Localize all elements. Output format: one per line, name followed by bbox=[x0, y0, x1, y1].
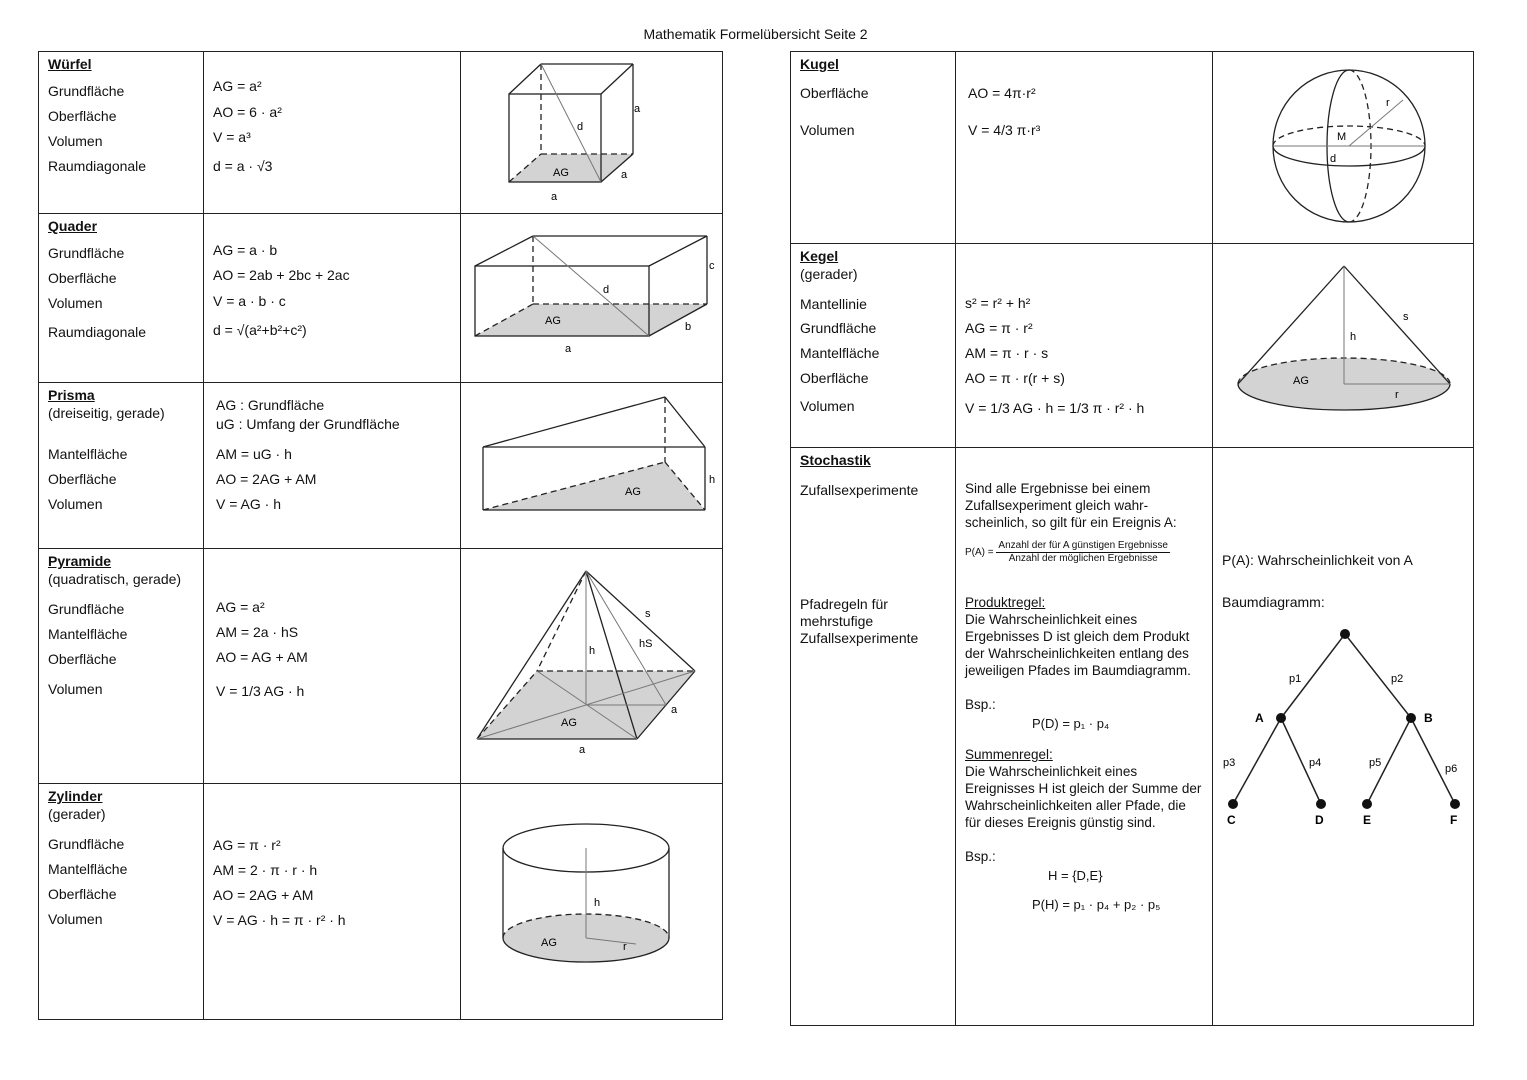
tree-edge-p5: p5 bbox=[1369, 757, 1382, 769]
kegel-formula: AO = π · r(r + s) bbox=[965, 370, 1065, 386]
tree-node-e bbox=[1362, 799, 1372, 809]
cube-label-a: a bbox=[621, 169, 628, 181]
tree-edge-p4: p4 bbox=[1309, 757, 1322, 769]
prisma-label: Mantelfläche bbox=[48, 446, 128, 462]
zylinder-label: Volumen bbox=[48, 911, 103, 927]
pyramid-label-a: a bbox=[671, 704, 678, 716]
pyramide-label: Grundfläche bbox=[48, 601, 125, 617]
quader-formula: AG = a · b bbox=[213, 242, 278, 258]
tree-node-f bbox=[1450, 799, 1460, 809]
tree-edge-p2: p2 bbox=[1391, 673, 1404, 685]
zylinder-title: Zylinder bbox=[48, 788, 103, 804]
cone-label-h: h bbox=[1350, 331, 1357, 343]
cube-label-a: a bbox=[551, 191, 558, 203]
prisma-formula: V = AG · h bbox=[216, 496, 281, 512]
prisma-row bbox=[39, 383, 723, 549]
pyramide-formula: AM = 2a · hS bbox=[216, 624, 299, 640]
cuboid-figure bbox=[461, 214, 721, 382]
cone-label-r: r bbox=[1395, 389, 1399, 401]
kugel-label: Oberfläche bbox=[800, 85, 869, 101]
kugel-row bbox=[791, 52, 1474, 244]
kugel-formula: V = 4/3 π·r³ bbox=[968, 122, 1041, 138]
tree-node-c bbox=[1228, 799, 1238, 809]
prisma-label: Volumen bbox=[48, 496, 103, 512]
cone-label-s: s bbox=[1403, 311, 1409, 323]
prisma-subtitle: (dreiseitig, gerade) bbox=[48, 405, 165, 421]
tree-edge-p6: p6 bbox=[1445, 763, 1458, 775]
cuboid-label-d: d bbox=[603, 284, 610, 296]
pyramide-formula: AG = a² bbox=[216, 599, 265, 615]
prism-label-ag: AG bbox=[625, 486, 641, 498]
cuboid-label-b: b bbox=[685, 321, 692, 333]
zylinder-label: Grundfläche bbox=[48, 836, 125, 852]
pyramid-label-h: h bbox=[589, 645, 596, 657]
zylinder-label: Oberfläche bbox=[48, 886, 117, 902]
cylinder-label-r: r bbox=[623, 941, 627, 953]
quader-formula: d = √(a²+b²+c²) bbox=[213, 322, 307, 338]
kegel-label: Grundfläche bbox=[800, 320, 877, 336]
sphere-figure bbox=[1213, 52, 1473, 242]
tree-label-d: D bbox=[1315, 813, 1324, 827]
quader-label: Volumen bbox=[48, 295, 103, 311]
quader-label: Oberfläche bbox=[48, 270, 117, 286]
cylinder-label-ag: AG bbox=[541, 937, 557, 949]
pyramid-label-s: s bbox=[645, 608, 651, 620]
wuerfel-formula: AG = a² bbox=[213, 78, 262, 94]
prisma-title: Prisma bbox=[48, 387, 95, 403]
tree-label-c: C bbox=[1227, 813, 1236, 827]
quader-title: Quader bbox=[48, 218, 98, 234]
pyramide-label: Oberfläche bbox=[48, 651, 117, 667]
zylinder-label: Mantelfläche bbox=[48, 861, 128, 877]
quader-row bbox=[39, 214, 723, 383]
wuerfel-formula: AO = 6 · a² bbox=[213, 104, 282, 120]
pyramide-subtitle: (quadratisch, gerade) bbox=[48, 571, 182, 587]
kegel-row bbox=[791, 244, 1474, 448]
summenregel-title: Summenregel: bbox=[965, 747, 1053, 762]
pyramid-label-ag: AG bbox=[561, 717, 577, 729]
quader-label: Raumdiagonale bbox=[48, 324, 147, 340]
sphere-label-m: M bbox=[1337, 131, 1347, 143]
left-formula-table bbox=[38, 51, 723, 1020]
kugel-title: Kugel bbox=[800, 56, 839, 72]
produktregel-title: Produktregel: bbox=[965, 595, 1046, 610]
pa-description: P(A): Wahrscheinlichkeit von A bbox=[1222, 552, 1413, 568]
prism-label-h: h bbox=[709, 474, 716, 486]
pyramid-figure bbox=[461, 549, 721, 783]
zylinder-formula: AG = π · r² bbox=[213, 837, 281, 853]
zylinder-subtitle: (gerader) bbox=[48, 806, 106, 822]
tree-node-b bbox=[1406, 713, 1416, 723]
pyramide-label: Mantelfläche bbox=[48, 626, 128, 642]
produktregel-text: Die Wahrscheinlichkeit eines Ergebnisses D ist gleich dem Produkt der Wahrscheinlichkeiten entlang des jeweiligen Pfades im Baumdiagramm. bbox=[965, 612, 1191, 678]
stochastik-title: Stochastik bbox=[800, 452, 871, 468]
kegel-title: Kegel bbox=[800, 248, 839, 264]
kegel-formula: s² = r² + h² bbox=[965, 295, 1031, 311]
cube-label-ag: AG bbox=[553, 167, 569, 179]
wuerfel-label: Raumdiagonale bbox=[48, 158, 147, 174]
cylinder-figure bbox=[461, 784, 721, 1018]
prisma-def: AG : Grundfläche bbox=[216, 397, 325, 413]
tree-label-f: F bbox=[1450, 813, 1458, 827]
cuboid-label-a: a bbox=[565, 343, 572, 355]
pyramide-label: Volumen bbox=[48, 681, 103, 697]
pyramide-title: Pyramide bbox=[48, 553, 112, 569]
baumdiagramm-label: Baumdiagramm: bbox=[1222, 594, 1325, 610]
right-formula-table bbox=[790, 51, 1474, 1026]
laplace-formula bbox=[965, 540, 1170, 565]
pyramide-formula: AO = AG + AM bbox=[216, 649, 308, 665]
cuboid-label-ag: AG bbox=[545, 315, 561, 327]
wuerfel-label: Grundfläche bbox=[48, 83, 125, 99]
zylinder-formula: AO = 2AG + AM bbox=[213, 887, 314, 903]
laplace-denominator: Anzahl der möglichen Ergebnisse bbox=[1008, 553, 1158, 564]
cube-figure bbox=[461, 52, 721, 212]
cylinder-label-h: h bbox=[594, 897, 601, 909]
quader-label: Grundfläche bbox=[48, 245, 125, 261]
prisma-formula: AM = uG · h bbox=[216, 446, 292, 462]
stochastik-row bbox=[791, 448, 1474, 1026]
cuboid-label-c: c bbox=[709, 260, 715, 272]
cone-figure bbox=[1213, 244, 1473, 446]
wuerfel-title: Würfel bbox=[48, 56, 92, 72]
page-title: Mathematik Formelübersicht Seite 2 bbox=[643, 26, 868, 42]
prisma-label: Oberfläche bbox=[48, 471, 117, 487]
pfad-label: Pfadregeln für mehrstufige Zufallsexperimente bbox=[800, 596, 919, 646]
kegel-formula: AG = π · r² bbox=[965, 320, 1033, 336]
tree-node-d bbox=[1316, 799, 1326, 809]
kegel-formula: AM = π · r · s bbox=[965, 345, 1049, 361]
kegel-label: Volumen bbox=[800, 398, 855, 414]
pyramide-row bbox=[39, 549, 723, 784]
wuerfel-row bbox=[39, 52, 723, 214]
kegel-subtitle: (gerader) bbox=[800, 266, 858, 282]
quader-formula: V = a · b · c bbox=[213, 293, 286, 309]
prisma-def: uG : Umfang der Grundfläche bbox=[216, 416, 400, 432]
laplace-numerator: Anzahl der für A günstigen Ergebnisse bbox=[998, 540, 1168, 551]
quader-formula: AO = 2ab + 2bc + 2ac bbox=[213, 267, 350, 283]
kegel-label: Oberfläche bbox=[800, 370, 869, 386]
zylinder-row bbox=[39, 784, 723, 1020]
sphere-label-r: r bbox=[1386, 97, 1390, 109]
tree-edge-p3: p3 bbox=[1223, 757, 1236, 769]
sphere-label-d: d bbox=[1330, 153, 1337, 165]
pyramide-formula: V = 1/3 AG · h bbox=[216, 683, 305, 699]
zylinder-formula: AM = 2 · π · r · h bbox=[213, 862, 318, 878]
wuerfel-label: Oberfläche bbox=[48, 108, 117, 124]
bsp-label: Bsp.: bbox=[965, 697, 996, 712]
summenregel-formula: P(H) = p₁ · p₄ + p₂ · p₅ bbox=[1032, 897, 1161, 912]
summenregel-set: H = {D,E} bbox=[1048, 868, 1103, 883]
prisma-formula: AO = 2AG + AM bbox=[216, 471, 317, 487]
wuerfel-label: Volumen bbox=[48, 133, 103, 149]
cube-label-d: d bbox=[577, 121, 584, 133]
laplace-lhs: P(A) = bbox=[965, 547, 994, 559]
wuerfel-formula: V = a³ bbox=[213, 129, 251, 145]
tree-node-a bbox=[1276, 713, 1286, 723]
produktregel-formula: P(D) = p₁ · p₄ bbox=[1032, 716, 1110, 731]
kugel-formula: AO = 4π·r² bbox=[968, 85, 1036, 101]
kugel-label: Volumen bbox=[800, 122, 855, 138]
pyramid-label-hs: hS bbox=[639, 638, 653, 650]
tree-diagram bbox=[1213, 448, 1473, 848]
cube-label-a: a bbox=[634, 103, 641, 115]
summenregel-text: Die Wahrscheinlichkeit eines Ereignisses H ist gleich der Summe der Wahrscheinlichkeiten aller Pfade, die für dieses Ereignis günstig sind. bbox=[965, 764, 1202, 830]
wuerfel-formula: d = a · √3 bbox=[213, 158, 273, 174]
kegel-formula: V = 1/3 AG · h = 1/3 π · r² · h bbox=[965, 400, 1145, 416]
kegel-label: Mantellinie bbox=[800, 296, 867, 312]
tree-label-b: B bbox=[1424, 711, 1433, 725]
zylinder-formula: V = AG · h = π · r² · h bbox=[213, 912, 346, 928]
prism-figure bbox=[461, 383, 721, 547]
kegel-label: Mantelfläche bbox=[800, 345, 880, 361]
zufall-label: Zufallsexperimente bbox=[800, 482, 919, 498]
tree-root bbox=[1340, 629, 1350, 639]
tree-label-a: A bbox=[1255, 711, 1264, 725]
zufall-text: Sind alle Ergebnisse bei einem Zufallsexperiment gleich wahr-scheinlich, so gilt für ein Ereignis A: bbox=[965, 481, 1177, 530]
cone-label-ag: AG bbox=[1293, 375, 1309, 387]
bsp-label: Bsp.: bbox=[965, 849, 996, 864]
tree-edge-p1: p1 bbox=[1289, 673, 1302, 685]
pyramid-label-a: a bbox=[579, 744, 586, 756]
laplace-fraction bbox=[996, 540, 1170, 565]
tree-label-e: E bbox=[1363, 813, 1372, 827]
